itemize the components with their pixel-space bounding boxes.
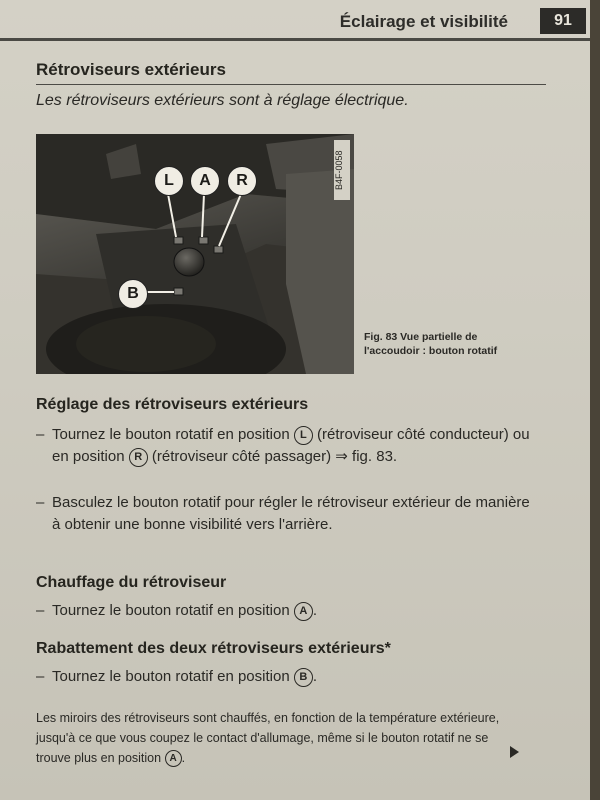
callout-a: A [190, 166, 220, 196]
chapter-title: Éclairage et visibilité [339, 12, 508, 31]
heading-rabattement: Rabattement des deux rétroviseurs extérieurs* [36, 640, 391, 657]
list-dash: – [36, 602, 45, 619]
position-l-symbol: L [294, 426, 313, 445]
figure-armrest-photo [36, 134, 354, 374]
list-dash: – [36, 426, 45, 443]
heading-chauffage: Chauffage du rétroviseur [36, 574, 227, 591]
figure-caption: Fig. 83 Vue partielle de l'accoudoir : bouton rotatif [364, 331, 498, 357]
text-part: . [181, 751, 186, 765]
list-dash: – [36, 668, 45, 685]
text-part: Tournez le bouton rotatif en position [52, 426, 290, 443]
callout-b: B [118, 279, 148, 309]
header-rule [0, 38, 590, 41]
text-part: Les miroirs des rétroviseurs sont chauffés, en fonction de la température extérieure, jusqu'à ce que vous coupez le contact d'allumage, même si le bouton rotatif ne se trouve plus en position [36, 711, 500, 765]
text-part: . [312, 668, 317, 685]
continue-arrow-icon [510, 746, 519, 758]
list-text [52, 600, 542, 622]
note-paragraph [36, 708, 516, 768]
bleed-through-text [364, 60, 564, 82]
list-item-chauffage [36, 600, 536, 624]
section-subtitle: Les rétroviseurs extérieurs sont à réglage électrique. [36, 92, 409, 109]
position-r-symbol: R [129, 448, 148, 467]
position-a-symbol: A [294, 602, 313, 621]
callout-r: R [227, 166, 257, 196]
section-title: Rétroviseurs extérieurs [36, 60, 226, 79]
list-item-reglage-1 [36, 424, 536, 492]
heading-reglage: Réglage des rétroviseurs extérieurs [36, 396, 309, 413]
list-text [52, 666, 542, 688]
list-text [52, 424, 542, 468]
list-item-reglage-2 [36, 492, 536, 560]
position-a-symbol: A [165, 750, 182, 767]
text-part: Tournez le bouton rotatif en position [52, 602, 290, 619]
figure-code: B4F-0058 [334, 140, 350, 200]
text-part: (rétroviseur côté passager) ⇒ fig. 83. [151, 448, 398, 465]
text-part: Tournez le bouton rotatif en position [52, 668, 290, 685]
section-rule [36, 84, 546, 85]
text-part: (rétroviseur côté conducteur) ou en position [52, 426, 530, 465]
position-b-symbol: B [294, 668, 313, 687]
list-dash: – [36, 494, 45, 511]
text-part: . [312, 602, 317, 619]
page-number: 91 [540, 8, 586, 34]
list-text: Basculez le bouton rotatif pour régler le rétroviseur extérieur de manière à obtenir une bonne visibilité vers l'arrière. [52, 494, 530, 533]
list-item-rabattement [36, 666, 536, 690]
callout-l: L [154, 166, 184, 196]
